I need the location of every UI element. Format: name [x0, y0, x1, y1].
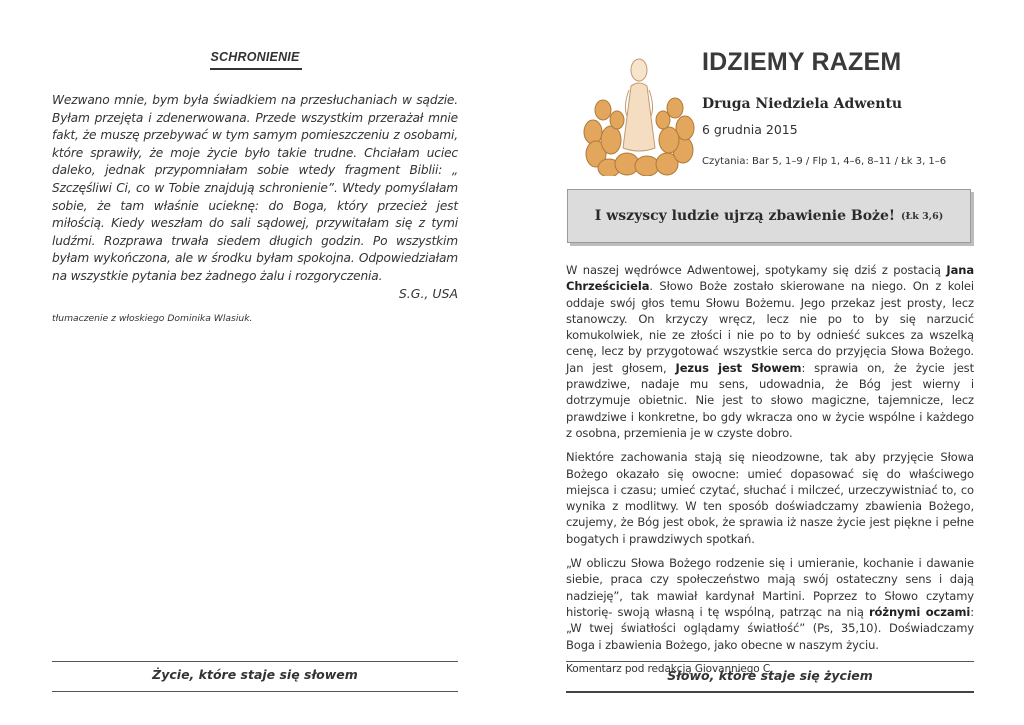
jesus-with-crowd-logo [583, 50, 695, 176]
paragraph-text: . Słowo Boże zostało skierowane na niego. On z kolei oddaje swój głos temu Słowu Bożemu. Jego przekaz jest prosty, lecz stanowczy. On krzyczy wręcz, lecz nie po to by się narzucić komukolwiek, nie ze złości i nie po to by odnieść sukces za wszelką cenę, lecz by przygotować wszystkie serca do przyjęcia Słowa Bożego. Jan jest głosem, [566, 279, 974, 375]
paragraph-text: : sprawia on, że życie jest prawdziwe, nadaje mu sens, udowadnia, że Bóg jest wierny i dotrzymuje obietnic. Nie jest to słowo magiczne, tajemnicze, lecz prawdziwe i konkretne, bo gdy wkracza ono w życie wspólne i każdego z osobna, przemienia je w czyste dobro. [566, 360, 974, 440]
story-author: S.G., USA [398, 286, 458, 301]
quote-text: I wszyscy ludzie ujrzą zbawienie Boże! [594, 208, 896, 224]
emphasis-text: różnymi oczami [868, 604, 971, 619]
story-text: Wezwano mnie, bym była świadkiem na przesłuchaniach w sądzie. Byłam przejęta i zdenerwowana. Przede wszystkim przerażał mnie fakt, że muszę przebywać w tym samym pomieszczeniu z osobami, które sprawiły, że moje życie było takie trudne. Chciałam uciec daleko, jednak przypomniałam sobie wtedy fragment Biblii: „ Szczęśliwi Ci, co w Tobie znajdują schronienie”. Wtedy pomyślałam sobie, że tam właśnie ucieknę: do Boga, który przecież jest miłością. Kiedy weszłam do sali sądowej, przywitałam się z tymi ludźmi. Rozprawa trwała siedem długich godzin. Po wszystkim byłam wykończona, ale w środku byłam spokojna. Odpowiedziałam na wszystkie pytania bez żadnego żalu i rozgoryczenia. [52, 93, 458, 283]
commentary-paragraph [566, 555, 974, 653]
quote-banner [567, 189, 971, 243]
liturgical-day: Druga Niedziela Adwentu [702, 96, 903, 112]
commentary-paragraph [566, 449, 974, 547]
right-footer-divider [566, 661, 974, 662]
right-footer-title: Słowo, które staje się życiem [667, 668, 873, 683]
translation-credit: tłumaczenie z włoskiego Dominika Wlasiuk. [52, 313, 253, 324]
left-footer-divider-bottom [52, 691, 458, 692]
emphasis-text: Jana Chrześciciela [566, 263, 974, 294]
emphasis-text: Jezus jest Słowem [675, 360, 802, 375]
paragraph-text: W naszej wędrówce Adwentowej, spotykamy się dziś z postacią [566, 263, 947, 277]
section-title: SCHRONIENIE [210, 50, 300, 64]
paragraph-text: Niektóre zachowania stają się nieodzowne, tak aby przyjęcie Słowa Bożego okazało się owocne: umieć dopasować się do właściwego miejsca i czasu; umieć czytać, słuchać i milczeć, urzeczywistniać to, co wynika z modlitwy. W ten sposób doświadczamy zbawienia Bożego, czujemy, że Bóg jest obok, że sprawia iż nasze życie jest piękne i pełne bogatych i prawdziwych spotkań. [566, 450, 974, 546]
section-title-underline [210, 68, 302, 70]
quote-reference: (Łk 3,6) [901, 210, 944, 222]
paragraph-text: : „W twej światłości oglądamy światłość” (Ps, 35,10). Doświadczamy Boga i zbawienia Bożego, jako obecne w naszym życiu. [566, 604, 974, 652]
commentary-paragraph [566, 262, 974, 441]
paragraph-text: Komentarz pod redakcją Giovanniego C. [566, 662, 774, 675]
left-footer-title: Życie, które staje się słowem [152, 667, 358, 682]
right-footer-divider-bottom [566, 691, 974, 693]
date: 6 grudnia 2015 [702, 122, 798, 137]
commentary [566, 262, 974, 685]
left-footer-divider [52, 661, 458, 662]
paragraph-text: „W obliczu Słowa Bożego rodzenie się i umieranie, kochanie i dawanie siebie, praca czy społeczeństwo mają swój ostateczny sens i dają nadzieję”, tak mawiał kardynał Martini. Poprzez to Słowo czytamy historię- swoją własną i tę wspólną, patrząc na nią [566, 556, 974, 619]
readings: Czytania: Bar 5, 1–9 / Flp 1, 4–6, 8–11 / Łk 3, 1–6 [702, 156, 947, 167]
bulletin-title: IDZIEMY RAZEM [702, 48, 902, 76]
